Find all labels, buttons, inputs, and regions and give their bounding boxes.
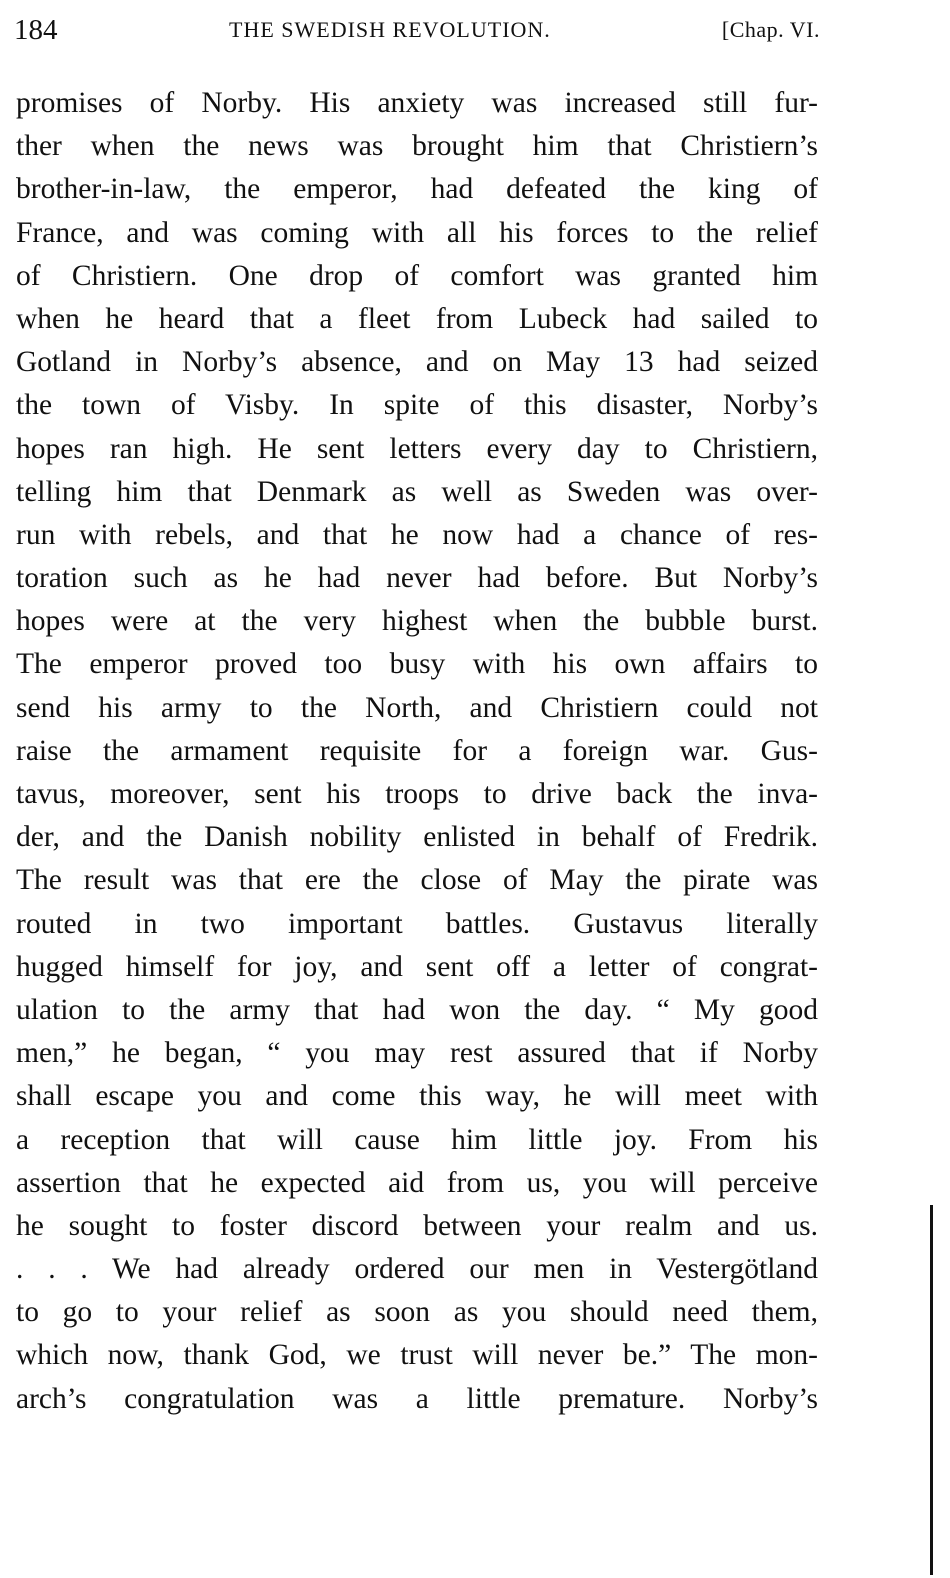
text-line: men,” he began, “ you may rest assured that if Norby <box>16 1037 818 1070</box>
scan-margin-rule <box>930 1205 933 1575</box>
page-header <box>14 10 820 50</box>
text-line: he sought to foster discord between your realm and us. <box>16 1209 818 1242</box>
text-line: raise the armament requisite for a foreign war. Gus- <box>16 734 818 767</box>
text-line: assertion that he expected aid from us, you will perceive <box>16 1166 818 1199</box>
page-number: 184 <box>14 14 58 46</box>
text-line: a reception that will cause him little joy. From his <box>16 1123 818 1156</box>
text-line: tavus, moreover, sent his troops to drive back the inva- <box>16 778 818 810</box>
text-line: shall escape you and come this way, he will meet with <box>16 1080 818 1113</box>
text-line: promises of Norby. His anxiety was increased still fur- <box>16 87 818 119</box>
text-line: run with rebels, and that he now had a chance of res- <box>16 518 818 551</box>
text-line: the town of Visby. In spite of this disaster, Norby’s <box>16 389 818 422</box>
text-line: ther when the news was brought him that Christiern’s <box>16 130 818 163</box>
text-line: hopes ran high. He sent letters every day to Christiern, <box>16 432 818 465</box>
text-line: send his army to the North, and Christiern could not <box>16 691 818 724</box>
chapter-reference: [Chap. VI. <box>721 17 820 42</box>
text-line: . . . We had already ordered our men in Vestergötland <box>16 1253 818 1286</box>
text-line: to go to your relief as soon as you should need them, <box>16 1296 818 1329</box>
text-line: ulation to the army that had won the day. “ My good <box>16 993 818 1026</box>
text-line: which now, thank God, we trust will never be.” The mon- <box>16 1339 818 1372</box>
text-line: der, and the Danish nobility enlisted in behalf of Fredrik. <box>16 821 818 854</box>
text-line: France, and was coming with all his forces to the relief <box>16 216 818 249</box>
text-line: arch’s congratulation was a little premature. Norby’s <box>16 1382 818 1415</box>
text-line: The result was that ere the close of May the pirate was <box>16 864 818 897</box>
text-line: hugged himself for joy, and sent off a letter of congrat- <box>16 950 818 983</box>
text-line: The emperor proved too busy with his own affairs to <box>16 648 818 681</box>
text-line: when he heard that a fleet from Lubeck had sailed to <box>16 302 818 335</box>
text-line: toration such as he had never had before. But Norby’s <box>16 562 818 595</box>
text-line: telling him that Denmark as well as Sweden was over- <box>16 475 818 508</box>
text-line: of Christiern. One drop of comfort was granted him <box>16 259 818 292</box>
body-text <box>16 82 818 1421</box>
text-line: Gotland in Norby’s absence, and on May 13 had seized <box>16 346 818 379</box>
text-line: brother-in-law, the emperor, had defeated the king of <box>16 173 818 206</box>
text-line: routed in two important battles. Gustavus literally <box>16 907 818 940</box>
running-title: THE SWEDISH REVOLUTION. <box>229 17 551 42</box>
text-line: hopes were at the very highest when the bubble burst. <box>16 605 818 638</box>
